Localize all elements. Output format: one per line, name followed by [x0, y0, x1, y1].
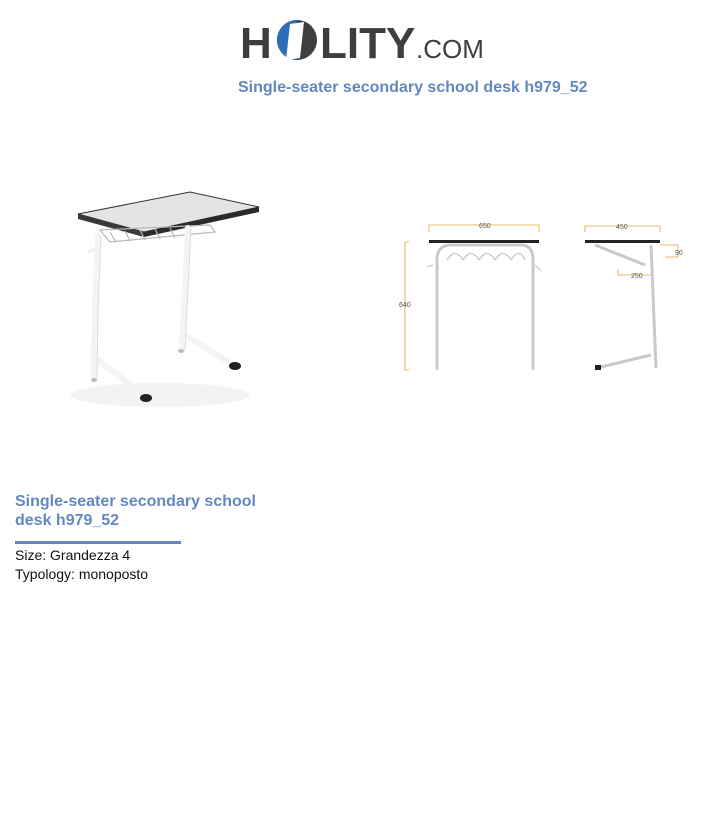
product-title: Single-seater secondary school desk h979_52 [15, 493, 256, 529]
product-photo [60, 170, 290, 420]
spec-size: Size: Grandezza 4 [15, 547, 131, 563]
logo-o-mark [277, 20, 317, 60]
title-divider [15, 541, 181, 544]
logo-letters-lity: LITY [320, 19, 416, 68]
spec-typology: Typology: monoposto [15, 566, 149, 582]
dim-edge: 90 [675, 250, 683, 257]
logo-com: .COM [416, 34, 484, 64]
dim-depth: 450 [616, 224, 628, 231]
dim-width: 650 [479, 223, 491, 230]
holity-logo[interactable] [240, 10, 490, 72]
page-title: Single-seater secondary school desk h979_52 [238, 79, 588, 96]
dim-basket: 250 [631, 273, 643, 280]
logo-letter-h: H [240, 19, 272, 68]
dim-height: 640 [399, 302, 411, 309]
technical-drawing [395, 215, 695, 385]
